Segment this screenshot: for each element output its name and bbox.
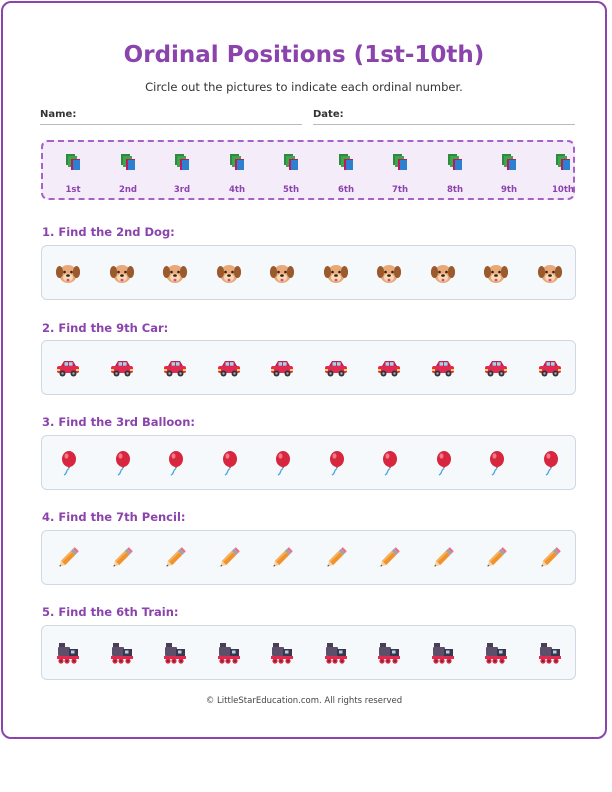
balloon-icon[interactable]: [162, 450, 188, 476]
ordinal-label: 8th: [446, 185, 464, 195]
ordinal-label: 1st: [65, 185, 81, 195]
stacked-books-icon: [172, 152, 192, 176]
train-icon[interactable]: [109, 640, 135, 666]
balloon-icon[interactable]: [323, 450, 349, 476]
train-icon[interactable]: [269, 640, 295, 666]
train-icon[interactable]: [376, 640, 402, 666]
instructions: Circle out the pictures to indicate each ordinal number.: [145, 80, 463, 94]
question-title: 2. Find the 9th Car:: [42, 321, 169, 335]
dog-face-icon[interactable]: [483, 260, 509, 286]
ordinal-reference-item: [489, 152, 529, 195]
balloon-icon[interactable]: [483, 450, 509, 476]
question-row: [41, 340, 576, 395]
ordinal-reference-item: [380, 152, 420, 195]
car-icon[interactable]: [109, 355, 135, 381]
question-title: 5. Find the 6th Train:: [42, 605, 179, 619]
ordinal-reference-item: [217, 152, 257, 195]
ordinal-label: 3rd: [173, 185, 191, 195]
worksheet: [1, 1, 607, 739]
pencil-icon[interactable]: [483, 545, 509, 571]
balloon-icon[interactable]: [216, 450, 242, 476]
train-icon[interactable]: [55, 640, 81, 666]
name-label: Name:: [40, 109, 77, 120]
stacked-books-icon: [63, 152, 83, 176]
car-icon[interactable]: [537, 355, 563, 381]
ordinal-reference-item: [435, 152, 475, 195]
car-icon[interactable]: [162, 355, 188, 381]
car-icon[interactable]: [430, 355, 456, 381]
footer-copyright: © LittleStarEducation.com. All rights reserved: [205, 696, 403, 706]
question-row: [41, 435, 576, 490]
ordinal-reference-box: [41, 140, 575, 200]
dog-face-icon[interactable]: [55, 260, 81, 286]
balloon-icon[interactable]: [269, 450, 295, 476]
question-title: 4. Find the 7th Pencil:: [42, 510, 186, 524]
car-icon[interactable]: [269, 355, 295, 381]
pencil-icon[interactable]: [216, 545, 242, 571]
date-label: Date:: [313, 109, 344, 120]
pencil-icon[interactable]: [430, 545, 456, 571]
pencil-icon[interactable]: [376, 545, 402, 571]
car-icon[interactable]: [323, 355, 349, 381]
stacked-books-icon: [281, 152, 301, 176]
ordinal-reference-item: [108, 152, 148, 195]
ordinal-reference-item: [162, 152, 202, 195]
stacked-books-icon: [390, 152, 410, 176]
question-row: [41, 530, 576, 585]
dog-face-icon[interactable]: [430, 260, 456, 286]
pencil-icon[interactable]: [537, 545, 563, 571]
stacked-books-icon: [118, 152, 138, 176]
name-line[interactable]: [40, 124, 302, 125]
date-line[interactable]: [313, 124, 575, 125]
stacked-books-icon: [499, 152, 519, 176]
ordinal-label: 5th: [282, 185, 300, 195]
car-icon[interactable]: [376, 355, 402, 381]
dog-face-icon[interactable]: [216, 260, 242, 286]
dog-face-icon[interactable]: [323, 260, 349, 286]
ordinal-reference-item: [53, 152, 93, 195]
balloon-icon[interactable]: [537, 450, 563, 476]
dog-face-icon[interactable]: [269, 260, 295, 286]
stacked-books-icon: [553, 152, 573, 176]
ordinal-label: 7th: [391, 185, 409, 195]
balloon-icon[interactable]: [109, 450, 135, 476]
dog-face-icon[interactable]: [537, 260, 563, 286]
question-row: [41, 625, 576, 680]
question-title: 3. Find the 3rd Balloon:: [42, 415, 195, 429]
car-icon[interactable]: [216, 355, 242, 381]
dog-face-icon[interactable]: [376, 260, 402, 286]
pencil-icon[interactable]: [55, 545, 81, 571]
balloon-icon[interactable]: [376, 450, 402, 476]
name-field[interactable]: [40, 109, 76, 120]
balloon-icon[interactable]: [55, 450, 81, 476]
date-field[interactable]: [313, 109, 344, 120]
train-icon[interactable]: [483, 640, 509, 666]
ordinal-reference-item: [326, 152, 366, 195]
ordinal-reference-item: [271, 152, 311, 195]
stacked-books-icon: [336, 152, 356, 176]
car-icon[interactable]: [55, 355, 81, 381]
train-icon[interactable]: [162, 640, 188, 666]
train-icon[interactable]: [430, 640, 456, 666]
pencil-icon[interactable]: [162, 545, 188, 571]
train-icon[interactable]: [537, 640, 563, 666]
question-title: 1. Find the 2nd Dog:: [42, 225, 175, 239]
ordinal-label: 6th: [337, 185, 355, 195]
train-icon[interactable]: [216, 640, 242, 666]
pencil-icon[interactable]: [323, 545, 349, 571]
car-icon[interactable]: [483, 355, 509, 381]
pencil-icon[interactable]: [109, 545, 135, 571]
page-title: Ordinal Positions (1st-10th): [123, 42, 485, 68]
stacked-books-icon: [227, 152, 247, 176]
ordinal-label: 9th: [500, 185, 518, 195]
question-row: [41, 245, 576, 300]
ordinal-label: 4th: [228, 185, 246, 195]
train-icon[interactable]: [323, 640, 349, 666]
dog-face-icon[interactable]: [162, 260, 188, 286]
stacked-books-icon: [445, 152, 465, 176]
pencil-icon[interactable]: [269, 545, 295, 571]
balloon-icon[interactable]: [430, 450, 456, 476]
dog-face-icon[interactable]: [109, 260, 135, 286]
ordinal-reference-item: [543, 152, 583, 195]
ordinal-label: 2nd: [118, 185, 138, 195]
ordinal-label: 10th: [552, 185, 574, 195]
